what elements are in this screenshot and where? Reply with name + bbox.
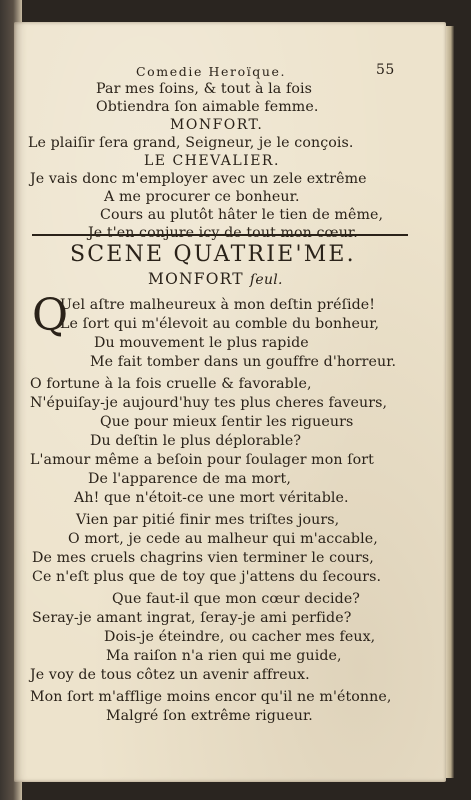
speaker-chevalier: LE CHEVALIER. — [144, 153, 280, 169]
verse-line: Ma raiſon n'a rien qui me guide, — [106, 648, 342, 664]
speaker-monfort: MONFORT. — [170, 117, 264, 133]
verse-line: O mort, je cede au malheur qui m'accable, — [68, 531, 378, 547]
verse-line: O fortune à la fois cruelle & favorable, — [30, 376, 312, 392]
scene-title: SCENE QUATRIE'ME. — [70, 242, 356, 267]
page-fore-edge — [446, 26, 454, 778]
page-text — [14, 22, 446, 782]
verse-line: Seray-je amant ingrat, ſeray-je ami perfide? — [32, 610, 352, 626]
scene-speaker — [148, 270, 283, 288]
verse-line: Je t'en conjure icy de tout mon cœur. — [88, 225, 358, 241]
verse-line: Le plaiſir ſera grand, Seigneur, je le conçois. — [28, 135, 354, 151]
book-page — [14, 22, 446, 782]
verse-line: Je voy de tous côtez un avenir affreux. — [30, 667, 310, 683]
speaker-name: MONFORT — [148, 270, 244, 288]
verse-line: Le ſort qui m'élevoit au comble du bonheur, — [60, 316, 380, 332]
verse-line: Je vais donc m'employer avec un zele extrême — [30, 171, 367, 187]
verse-line: N'épuiſay-je aujourd'huy tes plus cheres faveurs, — [30, 395, 388, 411]
verse-line: Malgré ſon extrême rigueur. — [106, 708, 313, 724]
verse-line: Du mouvement le plus rapide — [94, 335, 309, 351]
verse-line: Que pour mieux ſentir les rigueurs — [100, 414, 354, 430]
verse-line: Que faut-il que mon cœur decide? — [112, 591, 361, 607]
verse-line: Me fait tomber dans un gouffre d'horreur. — [90, 354, 397, 370]
running-title: Comedie Heroïque. — [136, 64, 287, 79]
verse-line: Uel aſtre malheureux à mon deſtin préſide! — [60, 297, 376, 313]
verse-line: Ah! que n'étoit-ce une mort véritable. — [74, 490, 349, 506]
verse-line: Du deſtin le plus déplorable? — [90, 433, 302, 449]
verse-line: Par mes ſoins, & tout à la fois — [96, 81, 312, 97]
verse-line: A me procurer ce bonheur. — [104, 189, 300, 205]
verse-line: Ce n'eſt plus que de toy que j'attens du ſecours. — [32, 569, 382, 585]
drop-cap: Q — [32, 290, 69, 341]
verse-line: De mes cruels chagrins vien terminer le cours, — [32, 550, 374, 566]
verse-line: Cours au plutôt hâter le tien de même, — [100, 207, 384, 223]
verse-line: Obtiendra ſon aimable femme. — [96, 99, 319, 115]
page-number: 55 — [376, 62, 395, 78]
verse-line: De l'apparence de ma mort, — [88, 471, 291, 487]
verse-line: Mon ſort m'afflige moins encor qu'il ne m'étonne, — [30, 689, 392, 705]
verse-line: Dois-je éteindre, ou cacher mes feux, — [104, 629, 376, 645]
verse-line: L'amour même a beſoin pour ſoulager mon ſort — [30, 452, 374, 468]
speaker-note: ſeul. — [249, 272, 283, 288]
section-rule — [32, 234, 408, 236]
verse-line: Vien par pitié finir mes triſtes jours, — [76, 512, 340, 528]
